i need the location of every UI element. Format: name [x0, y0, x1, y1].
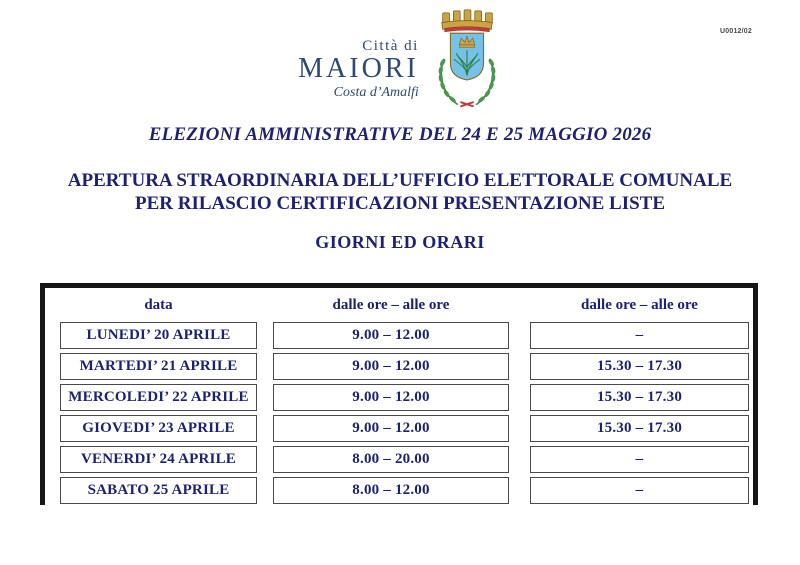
- page-title: ELEZIONI AMMINISTRATIVE DEL 24 E 25 MAGGIO 2026: [148, 124, 652, 145]
- morning-hours-column: [273, 322, 509, 504]
- municipality-logo: [0, 8, 800, 116]
- afternoon-hours-cell: –: [530, 477, 749, 504]
- afternoon-hours-cell: –: [530, 446, 749, 473]
- date-cell: SABATO 25 APRILE: [60, 477, 257, 504]
- afternoon-hours-cell: 15.30 – 17.30: [530, 384, 749, 411]
- municipality-logo-text: [298, 38, 419, 101]
- morning-hours-cell: 8.00 – 12.00: [273, 477, 509, 504]
- maiori-coat-of-arms-icon: [432, 8, 502, 116]
- date-cell: LUNEDI’ 20 APRILE: [60, 322, 257, 349]
- city-subtitle-label: Costa d’Amalfi: [333, 85, 419, 100]
- morning-hours-cell: 8.00 – 20.00: [273, 446, 509, 473]
- column-header-afternoon-hours: dalle ore – alle ore: [581, 296, 698, 313]
- morning-hours-cell: 9.00 – 12.00: [273, 353, 509, 380]
- schedule-table: [40, 283, 758, 505]
- date-cell: VENERDI’ 24 APRILE: [60, 446, 257, 473]
- page-subtitle: [0, 169, 800, 215]
- schedule-header-row: [60, 288, 749, 322]
- afternoon-hours-column: [530, 322, 749, 504]
- morning-hours-cell: 9.00 – 12.00: [273, 384, 509, 411]
- page-subtitle-line1: APERTURA STRAORDINARIA DELL’UFFICIO ELETTORALE COMUNALE: [67, 170, 733, 191]
- column-header-morning-hours: dalle ore – alle ore: [332, 296, 450, 313]
- morning-hours-cell: 9.00 – 12.00: [273, 415, 509, 442]
- morning-hours-cell: 9.00 – 12.00: [273, 322, 509, 349]
- city-name-label: MAIORI: [298, 53, 419, 84]
- page-subtitle-line2: PER RILASCIO CERTIFICAZIONI PRESENTAZIONE LISTE: [134, 193, 666, 214]
- date-cell: MERCOLEDI’ 22 APRILE: [60, 384, 257, 411]
- date-cell: GIOVEDI’ 23 APRILE: [60, 415, 257, 442]
- afternoon-hours-cell: 15.30 – 17.30: [530, 415, 749, 442]
- date-cell: MARTEDI’ 21 APRILE: [60, 353, 257, 380]
- city-prefix-label: Città di: [362, 38, 419, 54]
- section-heading: GIORNI ED ORARI: [315, 232, 485, 252]
- protocol-number: U0012/02: [720, 28, 752, 35]
- date-column: [60, 322, 257, 504]
- afternoon-hours-cell: 15.30 – 17.30: [530, 353, 749, 380]
- schedule-body: [60, 322, 749, 504]
- column-header-date: data: [144, 296, 173, 313]
- afternoon-hours-cell: –: [530, 322, 749, 349]
